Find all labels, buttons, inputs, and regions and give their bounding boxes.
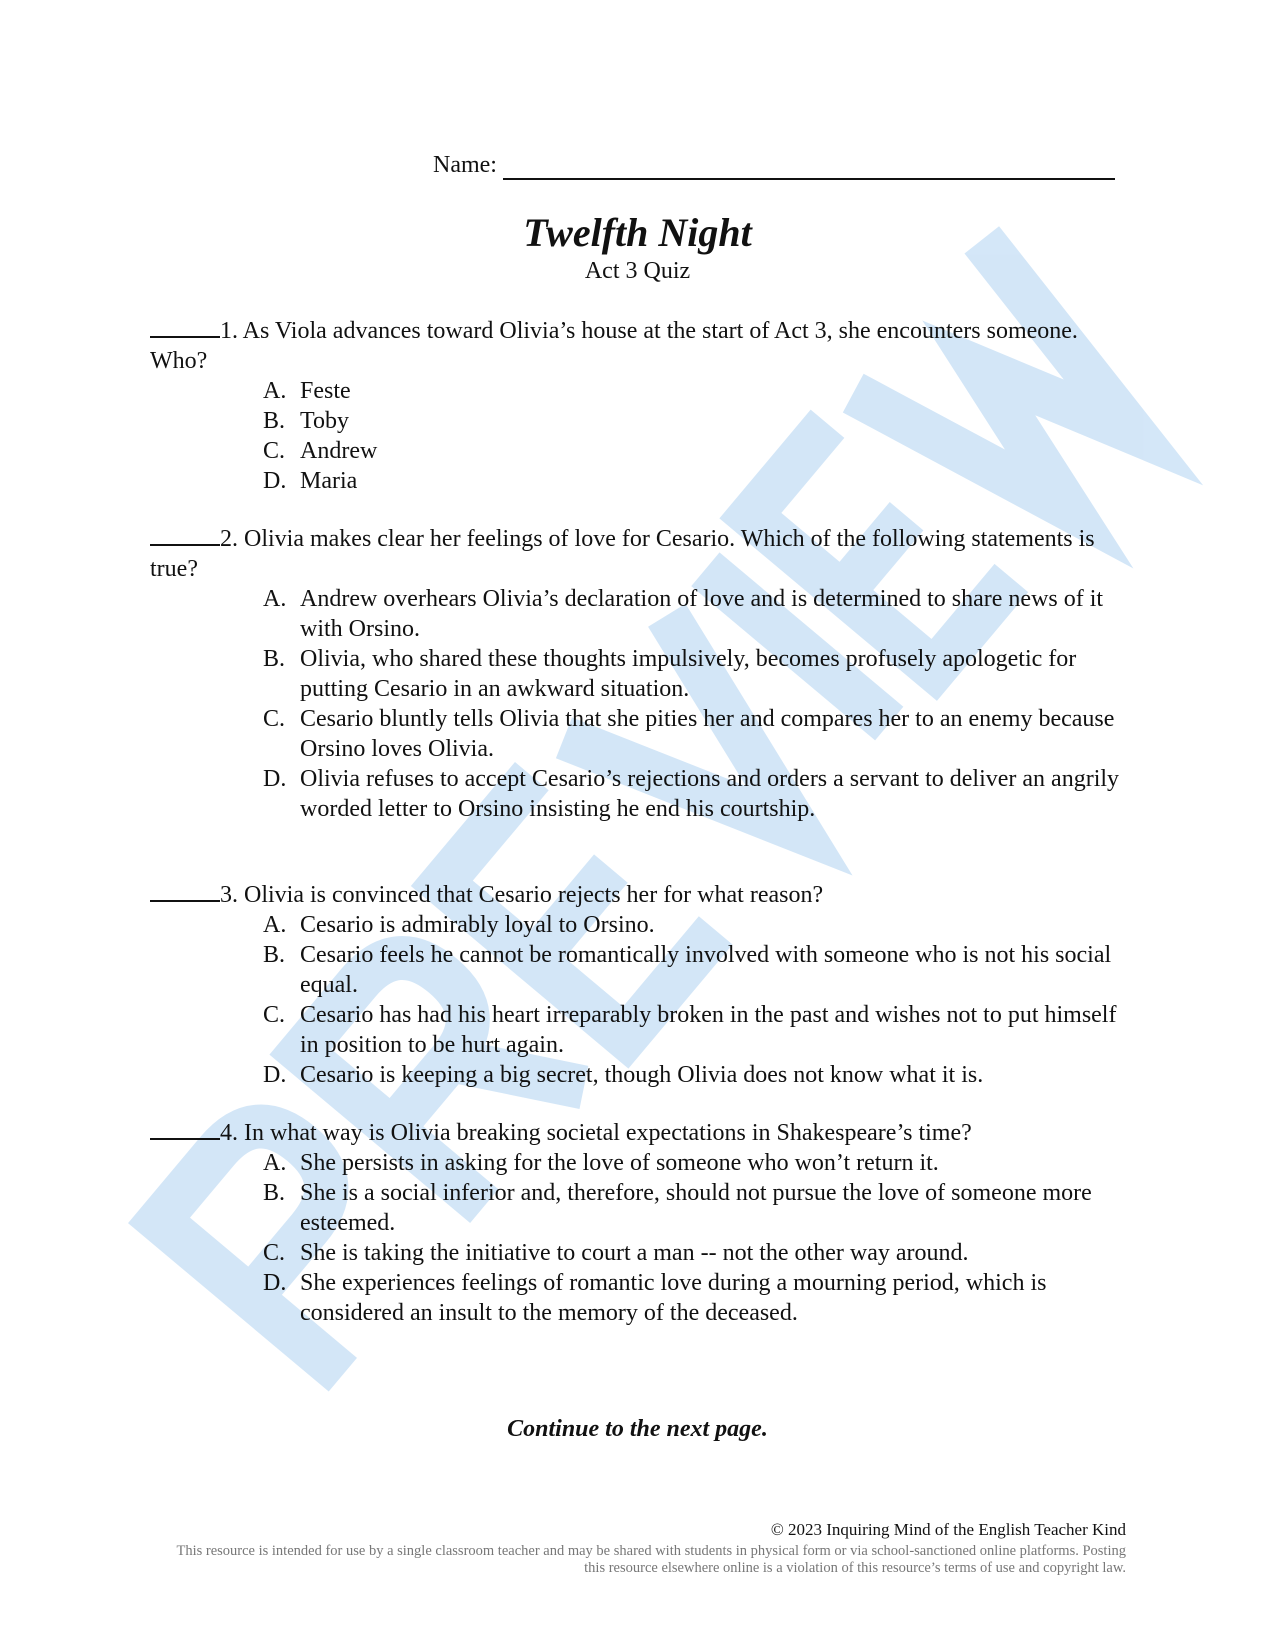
continue-note: Continue to the next page. (507, 1416, 768, 1442)
name-label: Name: (433, 152, 497, 178)
option-c: C. Cesario bluntly tells Olivia that she pities her and compares her to an enemy because Orsino loves Olivia. (263, 706, 1115, 762)
page-subtitle: Act 3 Quiz (584, 258, 691, 284)
question-3 (150, 880, 1126, 1090)
terms-of-use: This resource is intended for use by a single classroom teacher and may be shared with students in physical form or via school-sanctioned online platforms. Posting this resource elsewhere online is a violation of this resource’s terms of use and copyright law. (176, 1543, 1126, 1576)
answer-blank[interactable] (150, 524, 220, 546)
answer-blank[interactable] (150, 316, 220, 338)
question-prompt: 3. Olivia is convinced that Cesario rejects her for what reason? (220, 882, 824, 908)
option-a: A. Feste (263, 378, 351, 404)
option-b: B. Olivia, who shared these thoughts impulsively, becomes profusely apologetic for putting Cesario in an awkward situation. (263, 646, 1077, 702)
option-c: C. She is taking the initiative to court a man -- not the other way around. (263, 1240, 969, 1266)
copyright: © 2023 Inquiring Mind of the English Teacher Kind (770, 1520, 1126, 1539)
name-blank-line[interactable] (503, 152, 1115, 180)
option-d: D. Olivia refuses to accept Cesario’s rejections and orders a servant to deliver an angrily worded letter to Orsino insisting he end his courtship. (263, 766, 1120, 822)
question-prompt: 4. In what way is Olivia breaking societal expectations in Shakespeare’s time? (220, 1120, 972, 1146)
option-d: D. Maria (263, 468, 358, 494)
question-2 (150, 524, 1126, 824)
option-c: C. Cesario has had his heart irreparably broken in the past and wishes not to put himself in position to be hurt again. (263, 1002, 1117, 1058)
question-4 (150, 1118, 1126, 1328)
option-b: B. She is a social inferior and, therefore, should not pursue the love of someone more esteemed. (263, 1180, 1092, 1236)
question-prompt: 2. Olivia makes clear her feelings of love for Cesario. Which of the following statements is true? (150, 526, 1095, 582)
option-b: B. Toby (263, 408, 349, 434)
question-prompt: 1. As Viola advances toward Olivia’s house at the start of Act 3, she encounters someone. Who? (150, 318, 1078, 374)
option-c: C. Andrew (263, 438, 378, 464)
question-1 (150, 316, 1126, 496)
option-b: B. Cesario feels he cannot be romantically involved with someone who is not his social equal. (263, 942, 1112, 998)
answer-blank[interactable] (150, 880, 220, 902)
option-d: D. She experiences feelings of romantic love during a mourning period, which is considered an insult to the memory of the deceased. (263, 1270, 1047, 1326)
page-title: Twelfth Night (523, 210, 752, 255)
option-a: A. She persists in asking for the love of someone who won’t return it. (263, 1150, 939, 1176)
answer-blank[interactable] (150, 1118, 220, 1140)
option-a: A. Andrew overhears Olivia’s declaration of love and is determined to share news of it with Orsino. (263, 586, 1104, 642)
option-a: A. Cesario is admirably loyal to Orsino. (263, 912, 655, 938)
name-field[interactable] (433, 150, 1115, 180)
option-d: D. Cesario is keeping a big secret, though Olivia does not know what it is. (263, 1062, 984, 1088)
